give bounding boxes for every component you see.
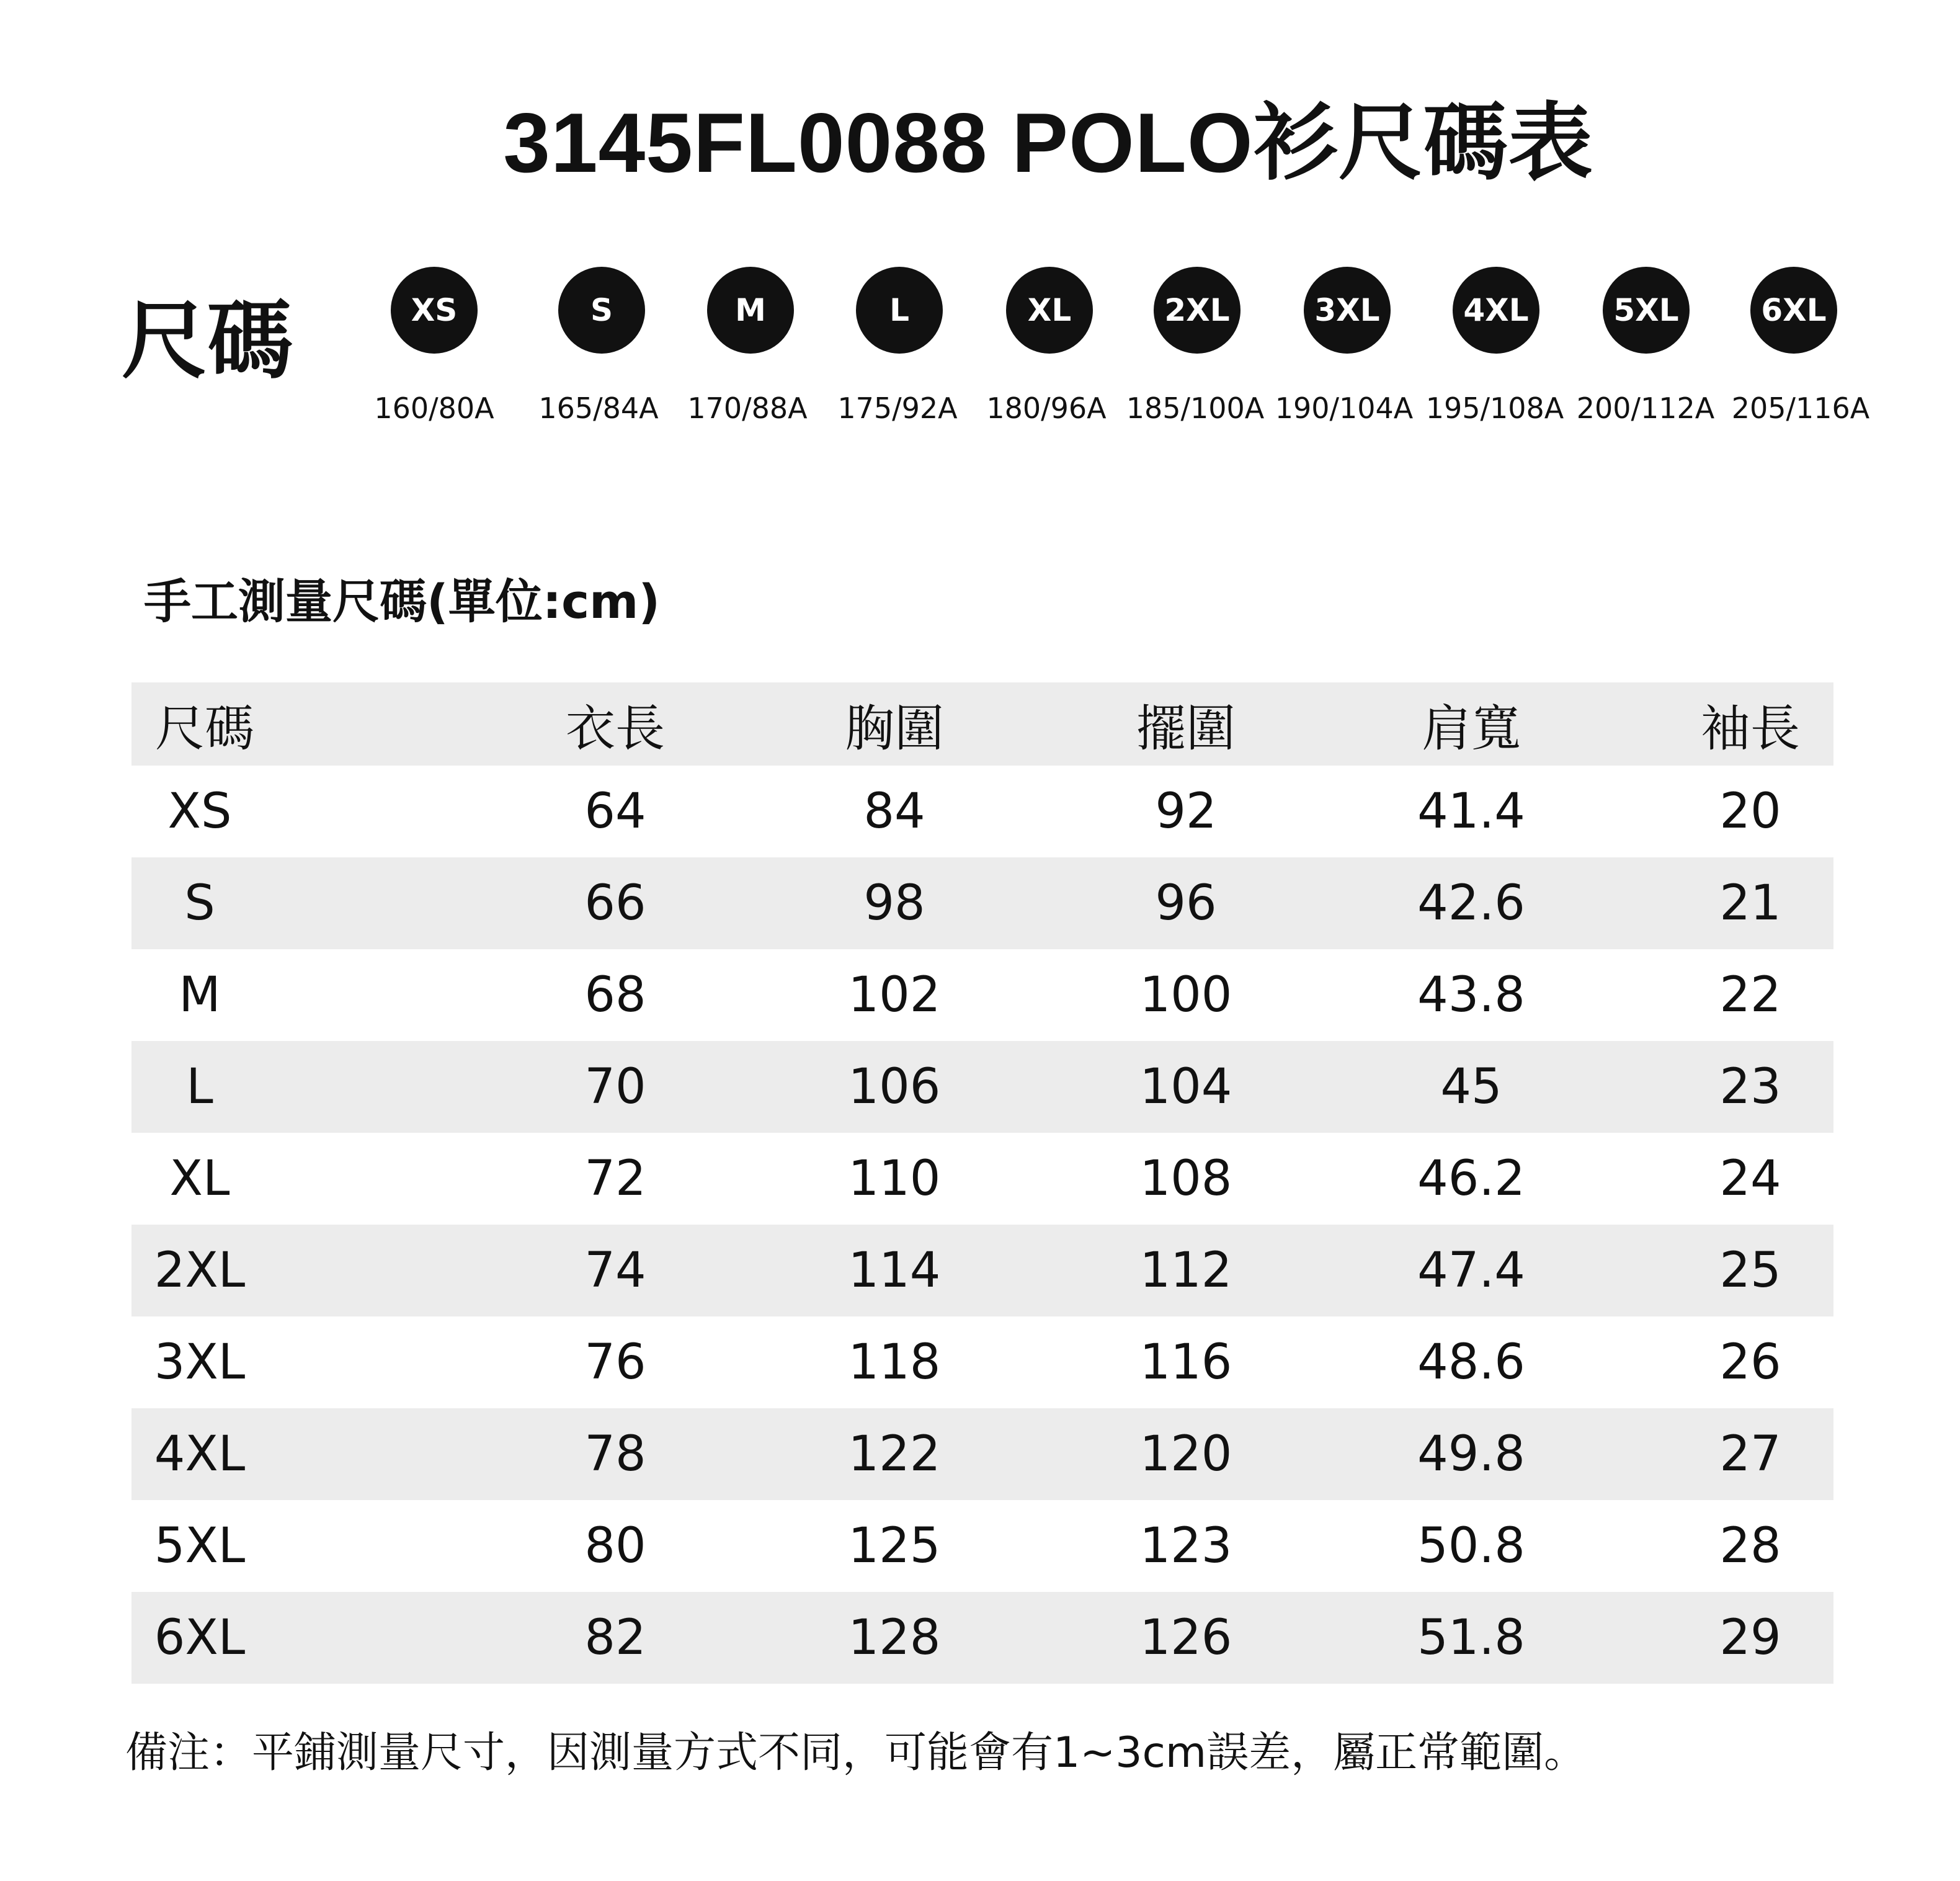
size-badge: 5XL: [1603, 267, 1690, 354]
table-cell: 76: [584, 1334, 646, 1390]
table-cell: 110: [848, 1151, 941, 1207]
table-cell: 23: [1719, 1059, 1781, 1115]
row-size-cell: 6XL: [154, 1610, 246, 1666]
table-cell: 108: [1139, 1151, 1232, 1207]
table-cell: 80: [584, 1518, 646, 1574]
row-size-cell: 2XL: [154, 1243, 246, 1298]
size-badge: XS: [391, 267, 478, 354]
column-header: 肩寬: [1422, 699, 1521, 757]
table-cell: 92: [1155, 784, 1217, 839]
table-cell: 25: [1719, 1243, 1781, 1298]
table-cell: 28: [1719, 1518, 1781, 1574]
body-spec-label: 175/92A: [837, 391, 958, 425]
table-cell: 68: [584, 967, 646, 1023]
size-badge: 6XL: [1750, 267, 1837, 354]
table-cell: 118: [848, 1334, 941, 1390]
table-cell: 20: [1719, 784, 1781, 839]
row-size-cell: XL: [169, 1151, 230, 1207]
table-cell: 120: [1139, 1426, 1232, 1482]
body-spec-label: 190/104A: [1275, 391, 1414, 425]
table-cell: 66: [584, 875, 646, 931]
row-size-cell: L: [186, 1059, 213, 1115]
table-cell: 126: [1139, 1610, 1232, 1666]
table-cell: 122: [848, 1426, 941, 1482]
table-cell: 21: [1719, 875, 1781, 931]
table-cell: 78: [584, 1426, 646, 1482]
size-badge: S: [558, 267, 645, 354]
table-cell: 102: [848, 967, 941, 1023]
table-row: [131, 1500, 1833, 1592]
measurement-table: [131, 682, 1833, 1684]
row-size-cell: M: [179, 967, 221, 1023]
table-cell: 106: [848, 1059, 941, 1115]
size-badge: 4XL: [1453, 267, 1539, 354]
table-cell: 74: [584, 1243, 646, 1298]
body-spec-label: 205/116A: [1731, 391, 1870, 425]
table-cell: 48.6: [1417, 1334, 1525, 1390]
table-cell: 96: [1155, 875, 1217, 931]
row-size-cell: S: [184, 875, 215, 931]
table-row: [131, 1592, 1833, 1684]
column-header: 衣長: [566, 699, 665, 757]
table-cell: 29: [1719, 1610, 1781, 1666]
table-cell: 45: [1440, 1059, 1502, 1115]
table-cell: 47.4: [1417, 1243, 1525, 1298]
table-cell: 123: [1139, 1518, 1232, 1574]
body-spec-label: 160/80A: [374, 391, 494, 425]
body-spec-label: 165/84A: [538, 391, 659, 425]
row-size-cell: 4XL: [154, 1426, 246, 1482]
table-header-row: [131, 682, 1833, 766]
table-row: [131, 766, 1833, 857]
size-badge: L: [856, 267, 943, 354]
size-section-label: 尺碼: [122, 291, 293, 391]
table-row: [131, 949, 1833, 1041]
table-cell: 128: [848, 1610, 941, 1666]
table-cell: 72: [584, 1151, 646, 1207]
body-spec-label: 185/100A: [1126, 391, 1265, 425]
page-title: 3145FL0088 POLO衫尺碼表: [503, 96, 1593, 190]
table-cell: 46.2: [1417, 1151, 1525, 1207]
table-cell: 116: [1139, 1334, 1232, 1390]
table-cell: 104: [1139, 1059, 1232, 1115]
body-spec-label: 170/88A: [687, 391, 808, 425]
table-row: [131, 1225, 1833, 1316]
table-cell: 82: [584, 1610, 646, 1666]
column-header: 擺圍: [1136, 699, 1236, 757]
column-header: 袖長: [1701, 699, 1800, 757]
column-header: 胸圍: [845, 699, 944, 757]
body-spec-label: 200/112A: [1576, 391, 1715, 425]
table-cell: 64: [584, 784, 646, 839]
table-cell: 51.8: [1417, 1610, 1525, 1666]
row-size-cell: 5XL: [154, 1518, 246, 1574]
body-spec-label: 180/96A: [986, 391, 1107, 425]
table-row: [131, 1408, 1833, 1500]
table-cell: 22: [1719, 967, 1781, 1023]
table-cell: 26: [1719, 1334, 1781, 1390]
row-size-cell: 3XL: [154, 1334, 246, 1390]
table-cell: 125: [848, 1518, 941, 1574]
size-badge: XL: [1006, 267, 1093, 354]
table-cell: 42.6: [1417, 875, 1525, 931]
table-row: [131, 857, 1833, 949]
table-cell: 50.8: [1417, 1518, 1525, 1574]
body-spec-label: 195/108A: [1425, 391, 1564, 425]
table-cell: 27: [1719, 1426, 1781, 1482]
size-badge: M: [707, 267, 794, 354]
row-size-cell: XS: [167, 784, 232, 839]
table-cell: 114: [848, 1243, 941, 1298]
table-subtitle: 手工測量尺碼(單位:cm): [144, 574, 661, 629]
table-cell: 41.4: [1417, 784, 1525, 839]
table-cell: 49.8: [1417, 1426, 1525, 1482]
table-cell: 112: [1139, 1243, 1232, 1298]
table-cell: 70: [584, 1059, 646, 1115]
table-cell: 100: [1139, 967, 1232, 1023]
footnote: 備注：平鋪測量尺寸，因測量方式不同，可能會有1~3cm誤差，屬正常範圍。: [125, 1728, 1587, 1777]
column-header: 尺碼: [155, 699, 254, 757]
table-cell: 24: [1719, 1151, 1781, 1207]
table-cell: 84: [863, 784, 925, 839]
table-row: [131, 1133, 1833, 1225]
size-badge: 2XL: [1154, 267, 1241, 354]
table-row: [131, 1316, 1833, 1408]
table-row: [131, 1041, 1833, 1133]
table-cell: 98: [863, 875, 925, 931]
size-badge: 3XL: [1304, 267, 1391, 354]
table-cell: 43.8: [1417, 967, 1525, 1023]
